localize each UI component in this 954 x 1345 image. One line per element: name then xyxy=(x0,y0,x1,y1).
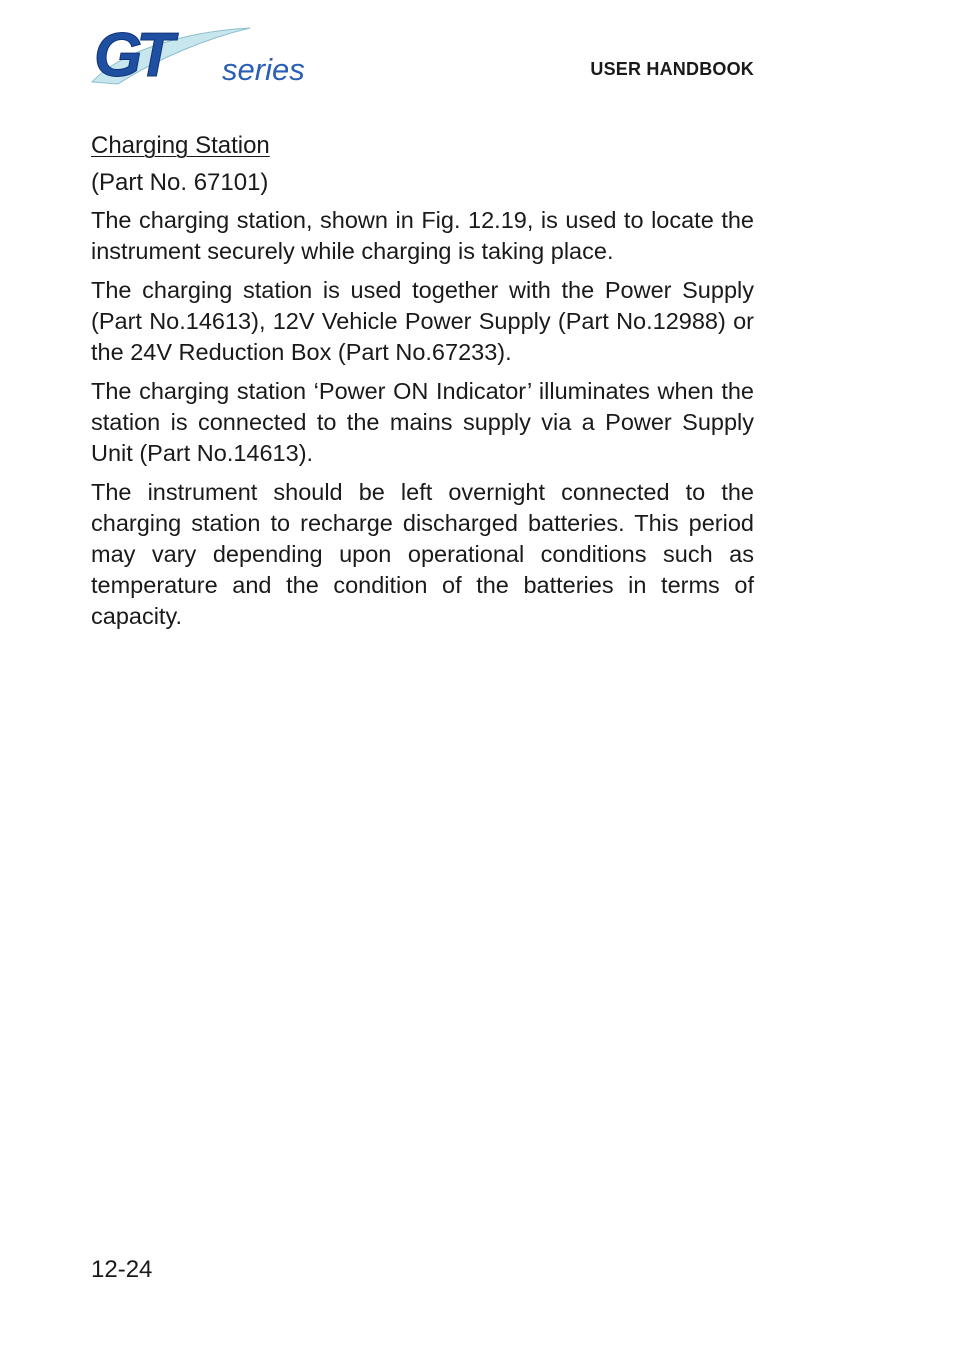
main-content xyxy=(91,130,754,640)
paragraph: The charging station ‘Power ON Indicator’ illuminates when the station is connected to the mains supply via a Power Supply Unit (Part No.14613). xyxy=(91,378,754,466)
logo-series-text: series xyxy=(222,52,305,87)
logo-gt-text: GT xyxy=(94,24,169,90)
logo-graphic xyxy=(88,24,320,90)
gt-series-logo xyxy=(88,24,320,90)
header-label: USER HANDBOOK xyxy=(590,59,754,79)
section-title: Charging Station xyxy=(91,132,270,159)
paragraph: The charging station, shown in Fig. 12.19, is used to locate the instrument securely while charging is taking place. xyxy=(91,207,754,264)
paragraph: The charging station is used together with the Power Supply (Part No.14613), 12V Vehicle Power Supply (Part No.12988) or the 24V Reduction Box (Part No.67233). xyxy=(91,277,754,365)
part-number: (Part No. 67101) xyxy=(91,169,269,196)
paragraph: The instrument should be left overnight connected to the charging station to recharge discharged batteries. This period may vary depending upon operational conditions such as temperature and the condition of the batteries in terms of capacity. xyxy=(91,479,754,629)
page-number: 12-24 xyxy=(91,1256,153,1283)
